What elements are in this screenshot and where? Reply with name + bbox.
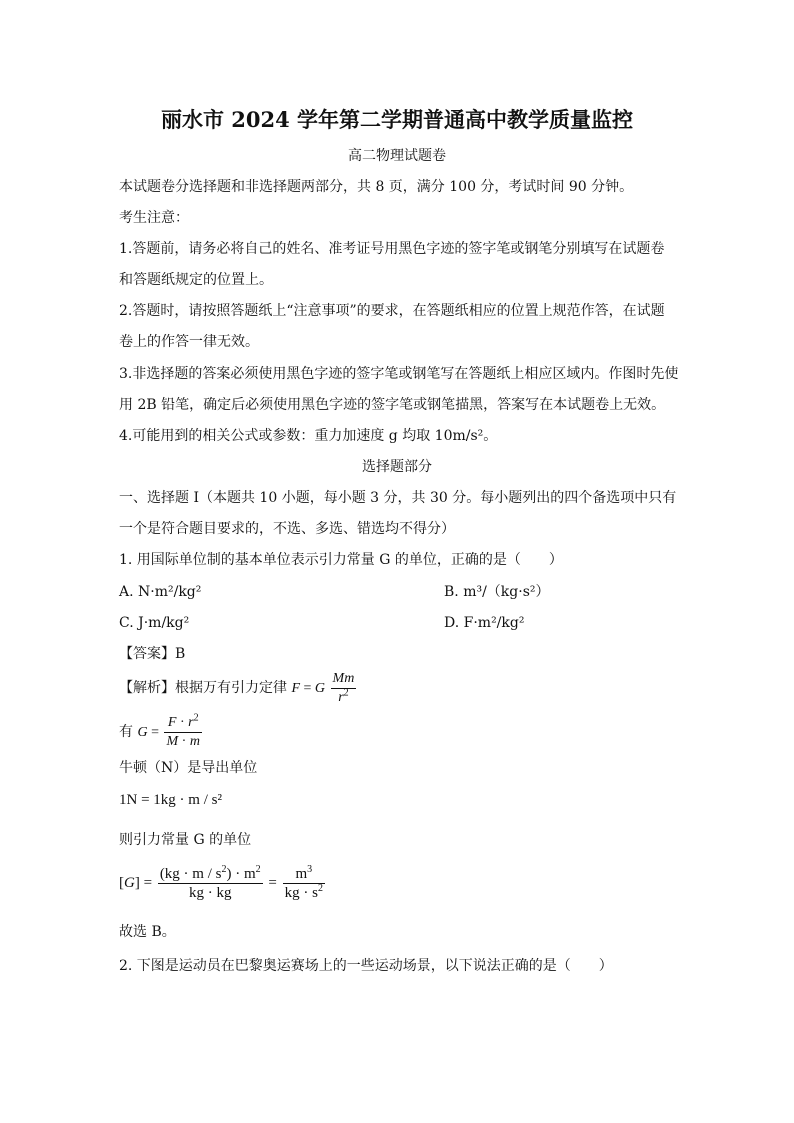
analysis-label: 【解析】根据万有引力定律 xyxy=(119,680,287,696)
newton-line: 牛顿（N）是导出单位 xyxy=(119,760,258,776)
notice-3-line-2: 用 2B 铅笔，确定后必须使用黑色字迹的签字笔或钢笔描黑，答案写在本试题卷上无效。 xyxy=(119,397,666,413)
intro-text: 本试题卷分选择题和非选择题两部分，共 8 页，满分 100 分，考试时间 90 分钟。 xyxy=(119,179,634,195)
newton-equation: 1N = 1kg · m / s² xyxy=(119,792,222,808)
question-1: 1. 用国际单位制的基本单位表示引力常量 G 的单位，正确的是（ ） xyxy=(119,552,563,568)
notice-2-line-1: 2.答题时，请按照答题纸上“注意事项”的要求，在答题纸相应的位置上规范作答，在试题 xyxy=(119,303,665,319)
unit-derivation: [G] = $\frac{(kg \cdot m / s^2) \cdot m^2}{kg \cdot kg}$ = $\frac{m^3}{kg \cdot s^2}$ xyxy=(119,864,323,902)
have-label: 有 xyxy=(119,724,133,740)
part1-line-2: 一个是符合题目要求的，不选、多选、错选均不得分） xyxy=(119,521,455,537)
notice-3-line-1: 3.非选择题的答案必须使用黑色字迹的签字笔或钢笔写在答题纸上相应区域内。作图时先使 xyxy=(119,366,679,382)
q1-option-c: C. J·m/kg² xyxy=(119,615,190,631)
notice-4: 4.可能用到的相关公式或参数：重力加速度 g 均取 10m/s²。 xyxy=(119,428,498,444)
g-formula: G = $\frac{F \cdot r^2}{M \cdot m}$ xyxy=(137,712,200,750)
page-title: 丽水市 2024 学年第二学期普通高中教学质量监控 xyxy=(160,107,634,132)
q1-option-a: A. N·m²/kg² xyxy=(119,584,202,600)
gravitation-formula: F = G $\frac{Mm}{r^2}$ xyxy=(291,671,355,706)
q1-option-b: B. m³/（kg·s²） xyxy=(444,584,550,600)
answer-line: 【答案】B xyxy=(119,646,186,662)
notice-2-line-2: 卷上的作答一律无效。 xyxy=(119,334,259,350)
notice-1-line-1: 1.答题前，请务必将自己的姓名、准考证号用黑色字迹的签字笔或钢笔分别填写在试题卷 xyxy=(119,241,665,257)
unit-of-g-line: 则引力常量 G 的单位 xyxy=(119,832,252,848)
part1-line-1: 一、选择题 I（本题共 10 小题，每小题 3 分，共 30 分。每小题列出的四个备选项中只有 xyxy=(119,490,677,506)
notice-1-line-2: 和答题纸规定的位置上。 xyxy=(119,272,273,288)
question-2: 2. 下图是运动员在巴黎奥运赛场上的一些运动场景，以下说法正确的是（ ） xyxy=(119,958,613,974)
analysis-line xyxy=(119,668,358,709)
g-expression-line xyxy=(119,712,204,753)
conclusion-line: 故选 B。 xyxy=(119,924,176,940)
notice-heading: 考生注意： xyxy=(119,210,189,226)
paper-subtitle: 高二物理试题卷 xyxy=(348,148,446,164)
section-heading: 选择题部分 xyxy=(362,459,432,475)
q1-option-d: D. F·m²/kg² xyxy=(444,615,525,631)
